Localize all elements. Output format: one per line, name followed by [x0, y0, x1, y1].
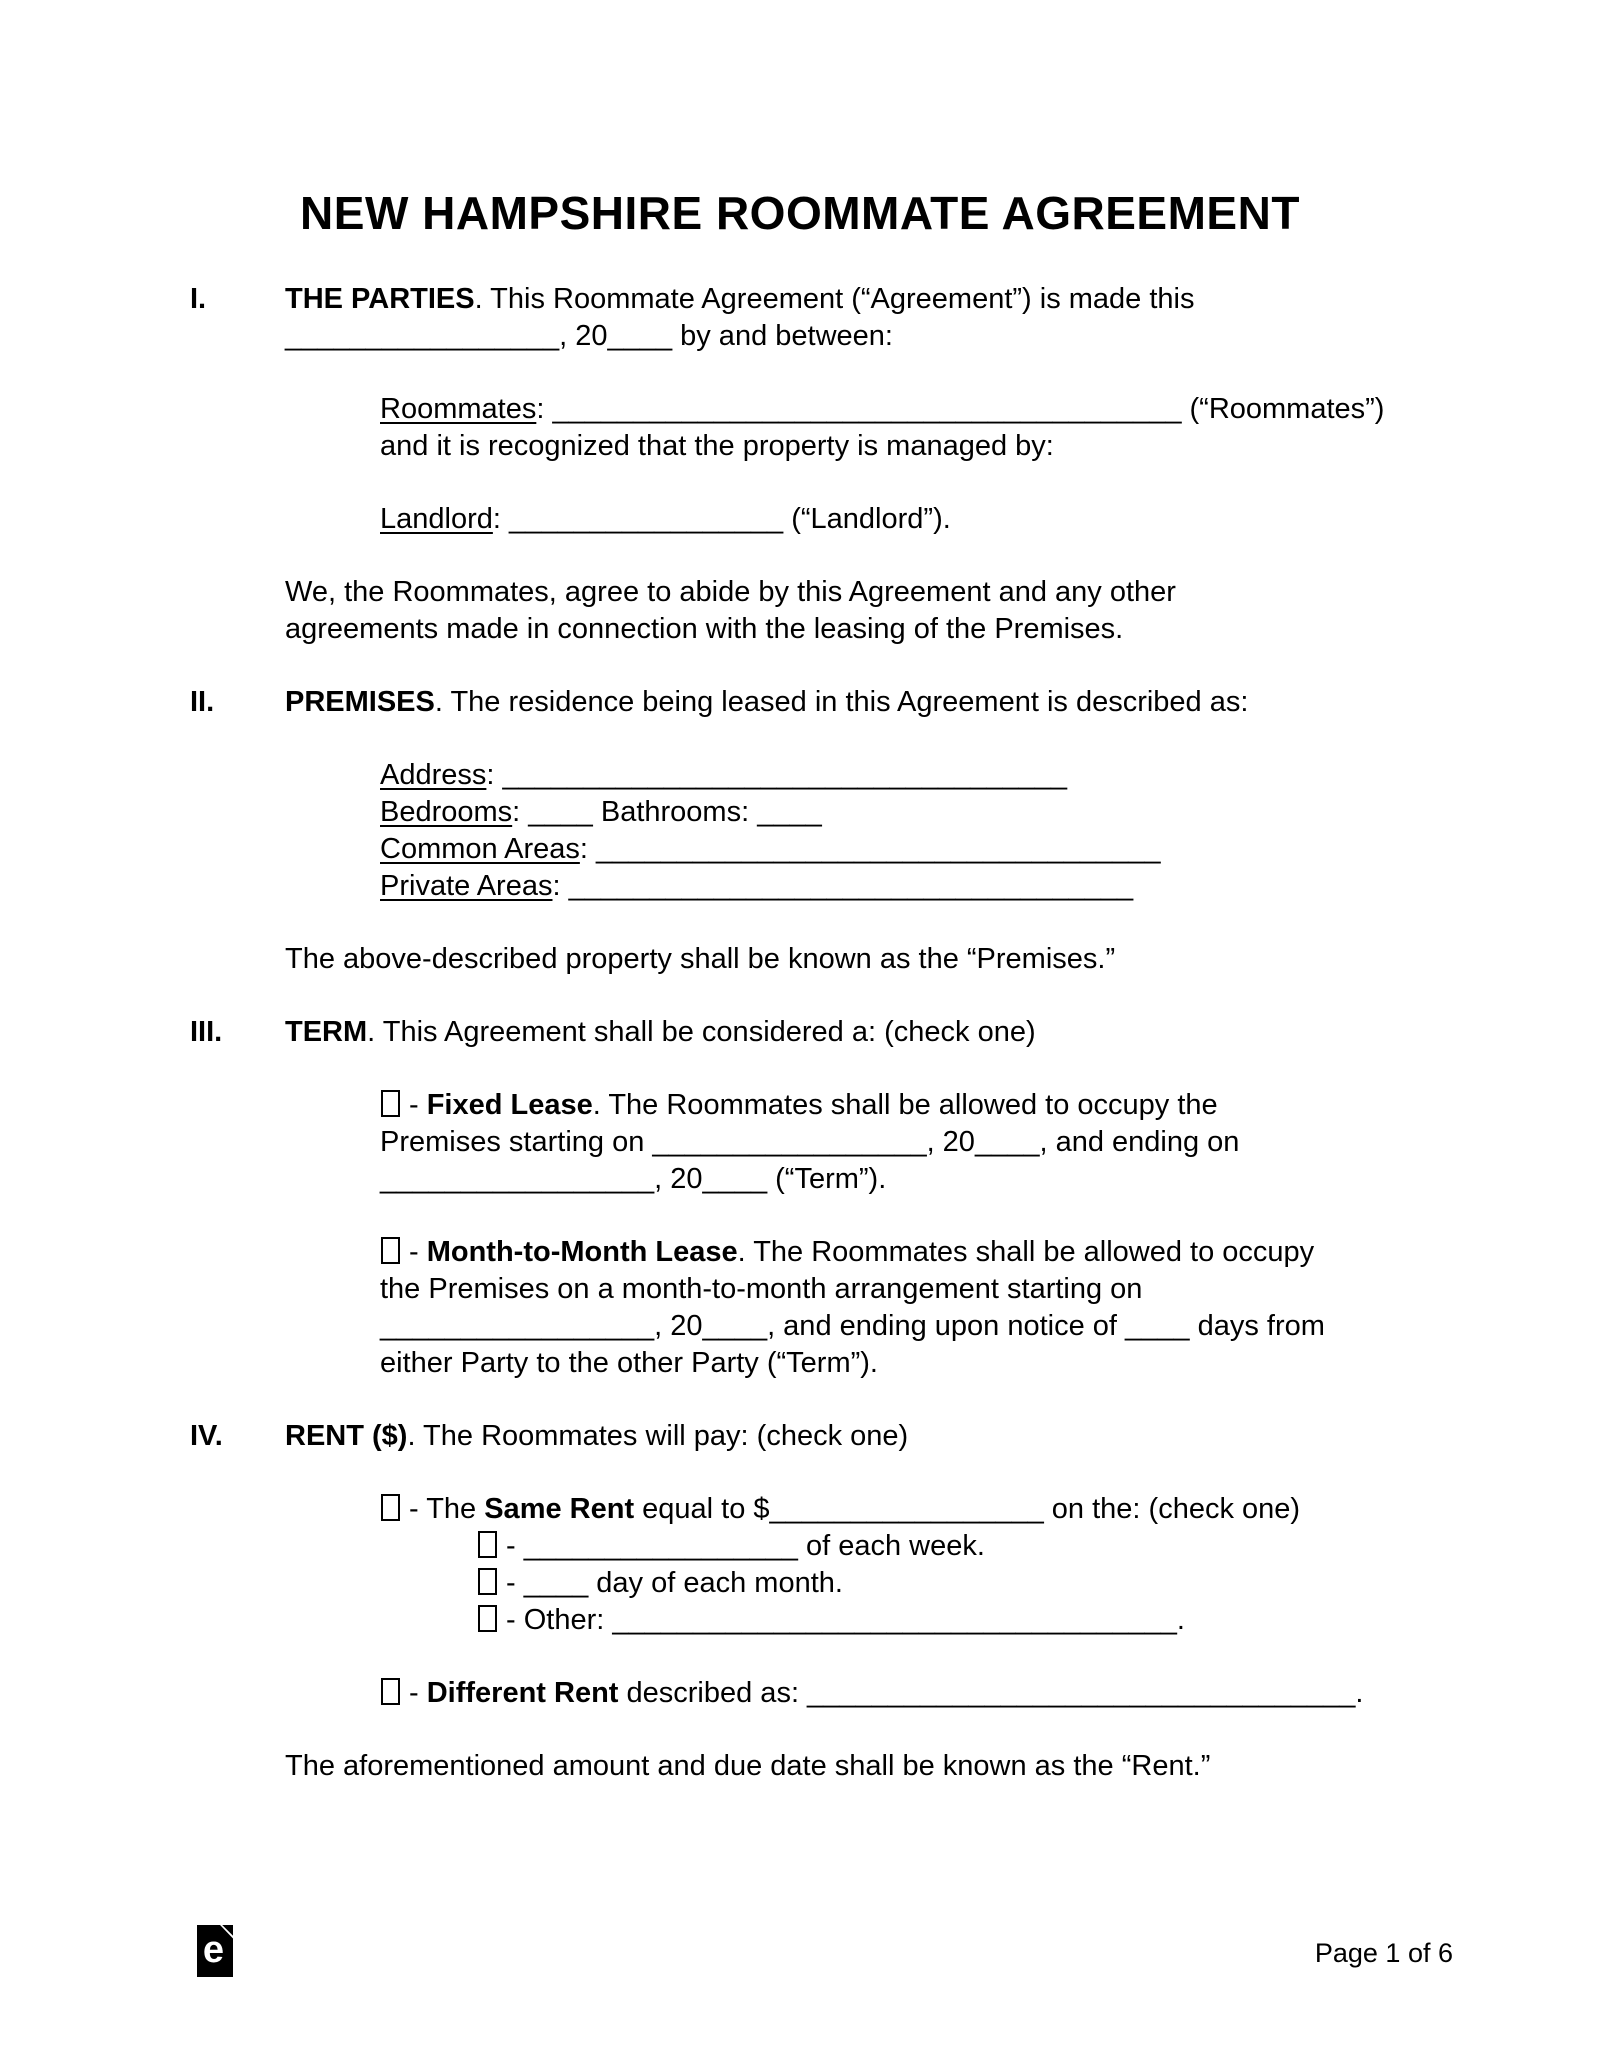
managed-by-text: and it is recognized that the property is managed by: — [380, 430, 1054, 462]
rent-known-as — [285, 1748, 1450, 1785]
bedrooms-label: Bedrooms — [380, 796, 513, 828]
section-numeral-ii: II. — [190, 686, 215, 718]
month-to-month-text-2: the Premises on a month-to-month arrangement starting on — [380, 1273, 1143, 1305]
landlord-clause — [380, 501, 1450, 538]
landlord-blank: : _________________ (“Landlord”). — [492, 503, 951, 535]
fixed-lease-text-2: Premises starting on _________________, 20____, and ending on — [380, 1126, 1240, 1158]
premises-heading-text: . The residence being leased in this Agreement is described as: — [434, 686, 1249, 718]
fixed-lease-checkbox[interactable] — [381, 1090, 400, 1117]
parties-heading-label: THE PARTIES — [285, 283, 475, 315]
page-number: Page 1 of 6 — [1314, 1938, 1453, 1968]
rent-known-as-text: The aforementioned amount and due date shall be known as the “Rent.” — [285, 1750, 1211, 1782]
address-blank: : ___________________________________ — [486, 759, 1067, 791]
fixed-lease-label: Fixed Lease — [426, 1089, 593, 1121]
same-rent-label: Same Rent — [484, 1493, 635, 1525]
month-to-month-text-4: either Party to the other Party (“Term”). — [380, 1347, 878, 1379]
dash-text: - — [409, 1677, 427, 1709]
document-content — [190, 187, 1450, 1821]
month-to-month-checkbox[interactable] — [381, 1237, 400, 1264]
rent-heading-text: . The Roommates will pay: (check one) — [407, 1420, 909, 1452]
section-numeral-i: I. — [190, 283, 207, 315]
dash-text: - — [409, 1236, 427, 1268]
fixed-lease-text-3: _________________, 20____ (“Term”). — [380, 1163, 887, 1195]
section-premises-heading — [190, 684, 1450, 721]
fixed-lease-option — [380, 1087, 1450, 1198]
roommates-blank: : _______________________________________ (“Roommates”) — [536, 393, 1385, 425]
premises-known-as-text: The above-described property shall be known as the “Premises.” — [285, 943, 1116, 975]
different-rent-label: Different Rent — [426, 1677, 619, 1709]
private-areas-label: Private Areas — [380, 870, 553, 902]
other-due-text: - Other: ___________________________________. — [506, 1604, 1185, 1636]
different-rent-option — [380, 1675, 1450, 1712]
premises-known-as — [285, 941, 1450, 978]
address-label: Address — [380, 759, 487, 791]
different-rent-checkbox[interactable] — [381, 1678, 400, 1705]
same-rent-pre-text: - The — [409, 1493, 485, 1525]
section-numeral-iv: IV. — [190, 1420, 223, 1452]
common-areas-label: Common Areas — [380, 833, 580, 865]
month-to-month-text-3: _________________, 20____, and ending upon notice of ____ days from — [380, 1310, 1325, 1342]
section-rent-heading — [190, 1418, 1450, 1455]
agree-line-1: We, the Roommates, agree to abide by this Agreement and any other — [285, 576, 1176, 608]
roommates-clause — [380, 391, 1450, 465]
agreement-acknowledgement — [285, 574, 1450, 648]
month-to-month-label: Month-to-Month Lease — [426, 1236, 738, 1268]
section-term-heading — [190, 1014, 1450, 1051]
agree-line-2: agreements made in connection with the leasing of the Premises. — [285, 613, 1124, 645]
parties-date-blank-line: _________________, 20____ by and between: — [285, 320, 893, 352]
parties-heading-text: . This Roommate Agreement (“Agreement”) is made this — [474, 283, 1195, 315]
roommates-label: Roommates — [380, 393, 537, 425]
eforms-logo — [197, 1925, 233, 1977]
weekly-due-checkbox[interactable] — [478, 1531, 497, 1558]
different-rent-blank: described as: __________________________________. — [618, 1677, 1364, 1709]
month-to-month-text-1: . The Roommates shall be allowed to occupy — [737, 1236, 1315, 1268]
fixed-lease-text-1: . The Roommates shall be allowed to occupy the — [592, 1089, 1218, 1121]
bedrooms-bathrooms-blanks: : ____ Bathrooms: ____ — [512, 796, 822, 828]
monthly-due-checkbox[interactable] — [478, 1568, 497, 1595]
term-heading-text: . This Agreement shall be considered a: (check one) — [367, 1016, 1036, 1048]
eforms-logo-letter: e — [202, 1929, 225, 1971]
landlord-label: Landlord — [380, 503, 493, 535]
section-numeral-iii: III. — [190, 1016, 223, 1048]
document-title: NEW HAMPSHIRE ROOMMATE AGREEMENT — [300, 187, 1300, 239]
section-parties-heading — [190, 281, 1450, 355]
rent-heading-label: RENT ($) — [285, 1420, 408, 1452]
monthly-due-text: - ____ day of each month. — [506, 1567, 843, 1599]
month-to-month-option — [380, 1234, 1450, 1382]
same-rent-amount-blank: equal to $_________________ on the: (check one) — [634, 1493, 1301, 1525]
dash-text: - — [409, 1089, 427, 1121]
same-rent-option — [190, 1491, 1450, 1639]
premises-heading-label: PREMISES — [285, 686, 435, 718]
other-due-checkbox[interactable] — [478, 1605, 497, 1632]
private-areas-blank: : ___________________________________ — [552, 870, 1134, 902]
term-heading-label: TERM — [285, 1016, 368, 1048]
weekly-due-text: - _________________ of each week. — [506, 1530, 985, 1562]
common-areas-blank: : ___________________________________ — [579, 833, 1161, 865]
premises-details — [380, 757, 1450, 905]
same-rent-checkbox[interactable] — [381, 1494, 400, 1521]
